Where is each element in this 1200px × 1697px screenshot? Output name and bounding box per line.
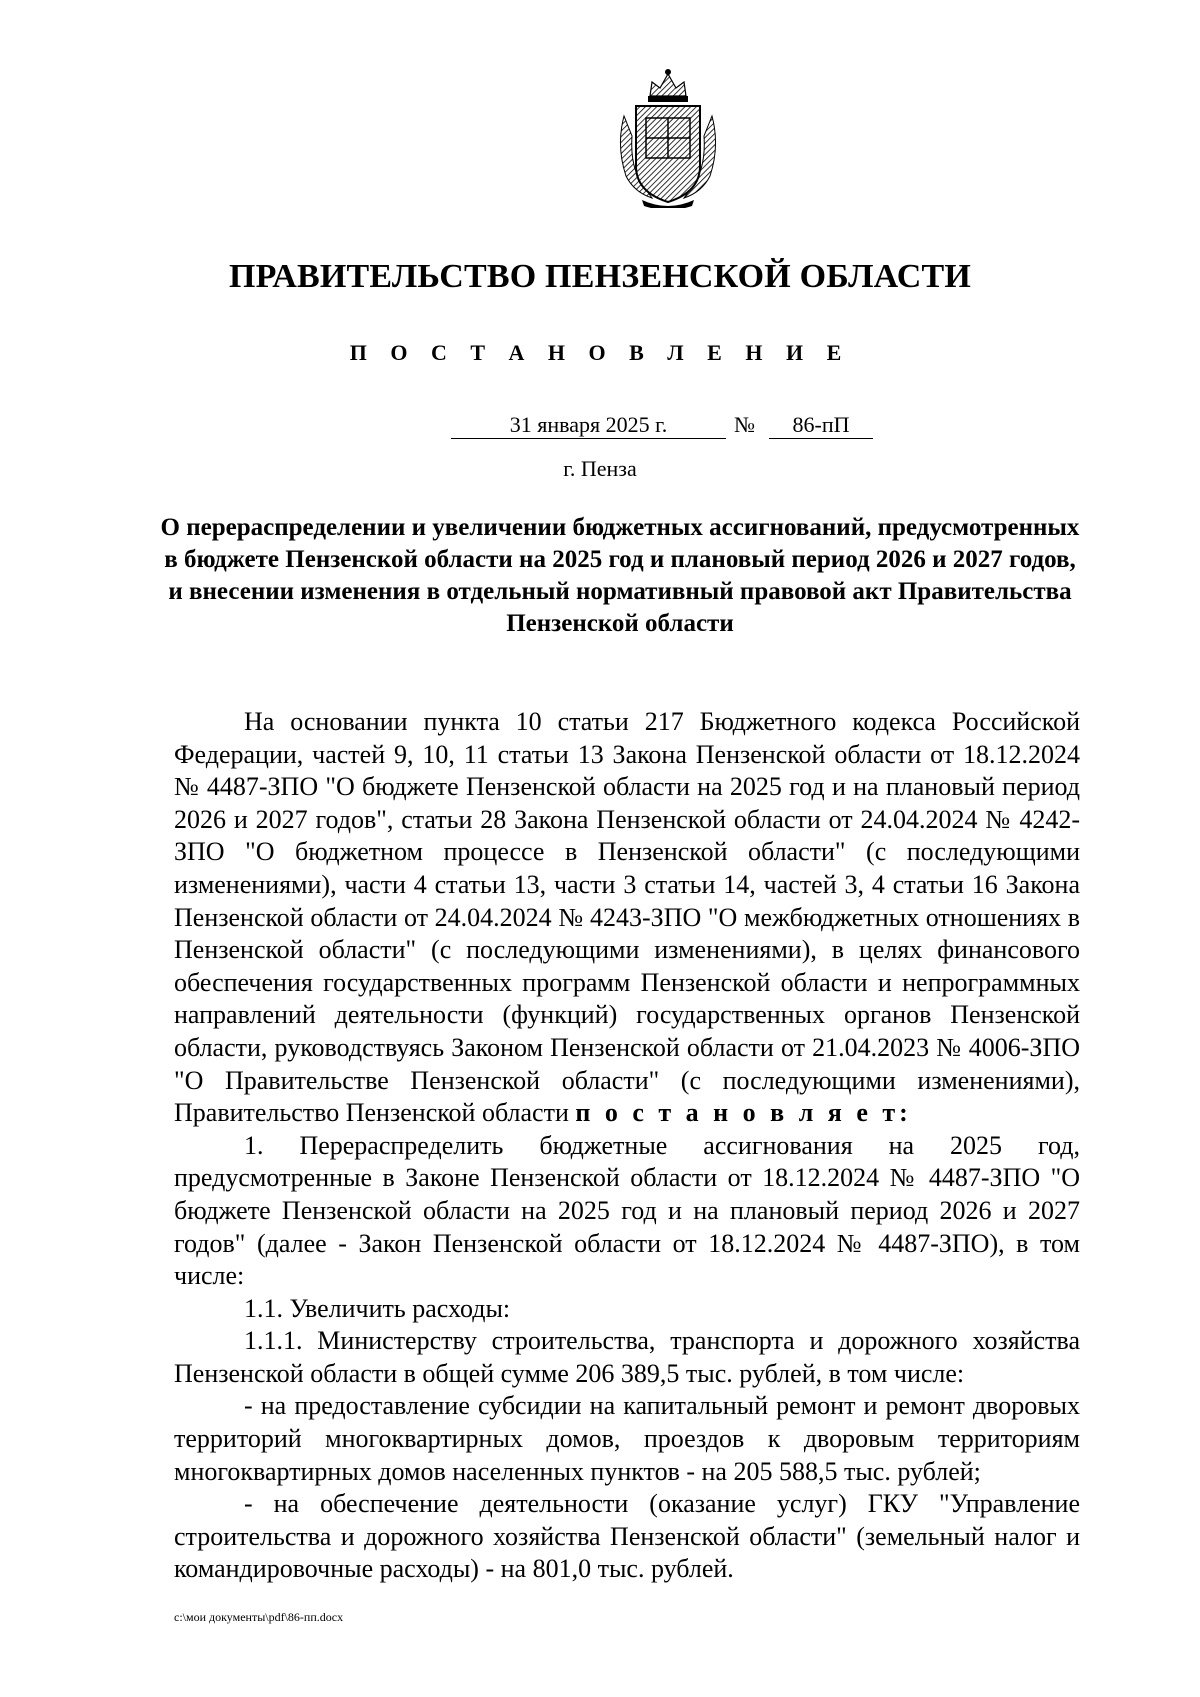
- file-path-footer: c:\мои документы\pdf\86-пп.docx: [174, 1610, 344, 1624]
- document-number: 86-пП: [769, 412, 873, 439]
- preamble-paragraph: [174, 706, 1080, 1130]
- paragraph-1-1-1: 1.1.1. Министерству строительства, транспорта и дорожного хозяйства Пензенской области в общей сумме 206 389,5 тыс. рублей, в том числе:: [174, 1326, 1080, 1388]
- document-type: П О С Т А Н О В Л Е Н И Е: [349, 340, 851, 365]
- paragraph-1-1: 1.1. Увеличить расходы:: [244, 1293, 511, 1323]
- coat-of-arms-icon: [612, 66, 724, 208]
- preamble-text: На основании пункта 10 статьи 217 Бюджетного кодекса Российской Федерации, частей 9, 10, 11 статьи 13 Закона Пензенской области от 18.12.2024 № 4487-ЗПО "О бюджете Пензенской области на 2025 год и на плановый период 2026 и 2027 годов", статьи 28 Закона Пензенской области от 24.04.2024 № 4242-ЗПО "О бюджетном процессе в Пензенской области" (с последующими изменениями), части 4 статьи 13, части 3 статьи 14, частей 3, 4 статьи 16 Закона Пензенской области от 24.04.2024 № 4243-ЗПО "О межбюджетных отношениях в Пензенской области" (с последующими изменениями), в целях финансового обеспечения государственных программ Пензенской области и непрограммных направлений деятельности (функций) государственных органов Пензенской области, руководствуясь Законом Пензенской области от 21.04.2023 № 4006-ЗПО "О Правительстве Пензенской области" (с последующими изменениями), Правительство Пензенской области: [174, 707, 1080, 1128]
- city: г. Пенза: [563, 456, 637, 481]
- paragraph-1: 1. Перераспределить бюджетные ассигнования на 2025 год, предусмотренные в Законе Пензенской области от 18.12.2024 № 4487-ЗПО "О бюджете Пензенской области на 2025 год и на плановый период 2026 и 2027 годов" (далее - Закон Пензенской области от 18.12.2024 № 4487-ЗПО), в том числе:: [174, 1130, 1080, 1291]
- organization-name: ПРАВИТЕЛЬСТВО ПЕНЗЕНСКОЙ ОБЛАСТИ: [228, 258, 971, 295]
- decrees-word: п о с т а н о в л я е т:: [575, 1098, 912, 1128]
- list-item: - на предоставление субсидии на капитальный ремонт и ремонт дворовых территорий многоквартирных домов, проездов к дворовым территориям многоквартирных домов населенных пунктов - на 205 588,5 тыс. рублей;: [174, 1391, 1080, 1486]
- list-item: - на обеспечение деятельности (оказание услуг) ГКУ "Управление строительства и дорожного хозяйства Пензенской области" (земельный налог и командировочные расходы) - на 801,0 тыс. рублей.: [174, 1489, 1080, 1584]
- document-body: [174, 706, 1080, 1586]
- number-sign: №: [734, 412, 755, 437]
- document-title: О перераспределении и увеличении бюджетных ассигнований, предусмотренных в бюджете Пензенской области на 2025 год и плановый период 2026 и 2027 годов, и внесении изменения в отдельный нормативный правовой акт Правительства Пензенской области: [160, 514, 1080, 637]
- document-date: 31 января 2025 г.: [451, 412, 726, 439]
